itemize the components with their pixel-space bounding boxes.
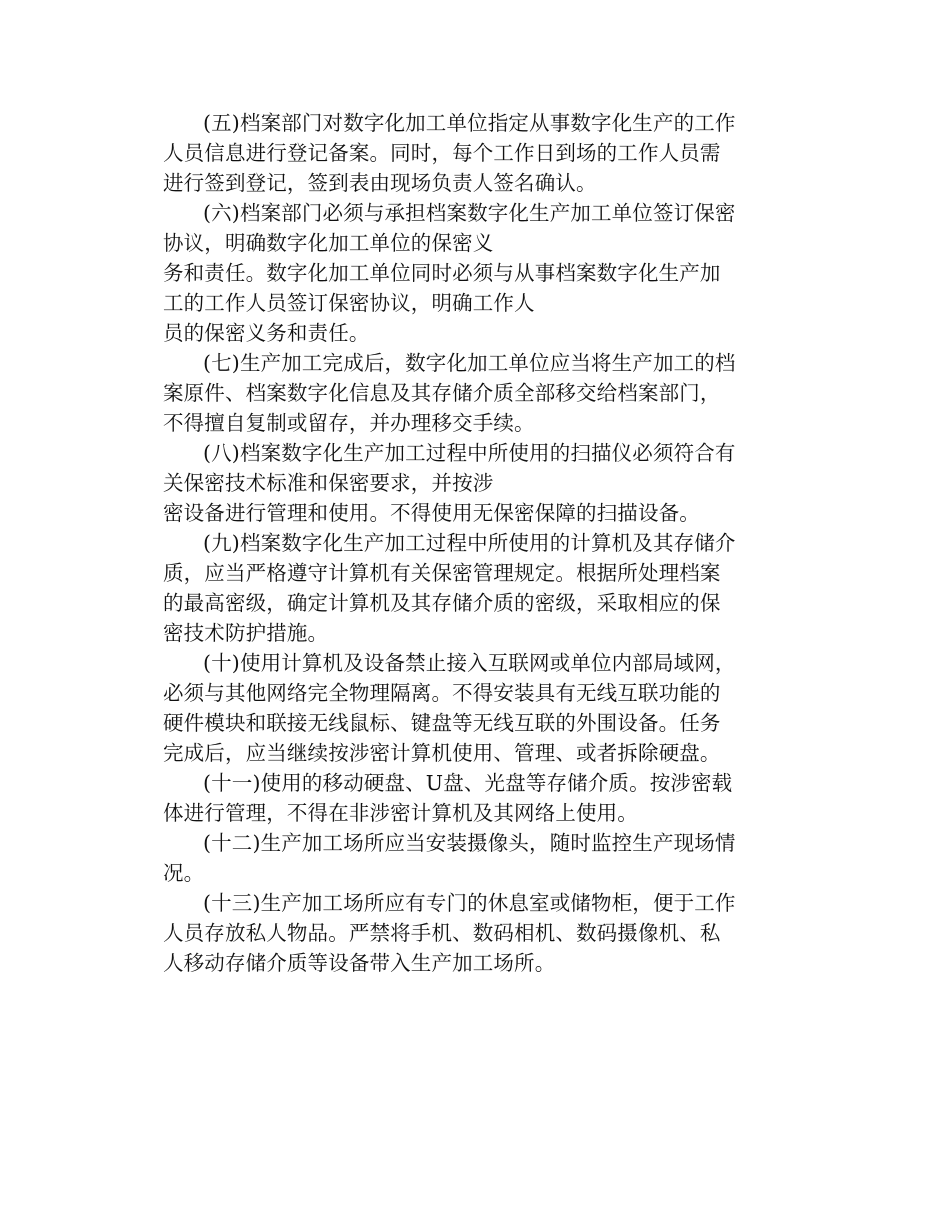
- text-line: (七)生产加工完成后，数字化加工单位应当将生产加工的档: [203, 351, 736, 375]
- text-line: (十一)使用的移动硬盘、U盘、光盘等存储介质。按涉密载: [203, 771, 733, 795]
- text-line: 况。: [163, 861, 205, 885]
- text-line: (九)档案数字化生产加工过程中所使用的计算机及其存储介: [203, 531, 736, 555]
- text-line: 质，应当严格遵守计算机有关保密管理规定。根据所处理档案: [163, 561, 721, 585]
- text-line: (十二)生产加工场所应当安装摄像头，随时监控生产现场情: [203, 831, 736, 855]
- document-body: [163, 108, 787, 978]
- text-line: 人员存放私人物品。严禁将手机、数码相机、数码摄像机、私: [163, 921, 721, 945]
- text-line: 人移动存储介质等设备带入生产加工场所。: [163, 951, 556, 975]
- text-line: 密设备进行管理和使用。不得使用无保密保障的扫描设备。: [163, 501, 700, 525]
- text-line: 员的保密义务和责任。: [163, 321, 370, 345]
- text-line: 人员信息进行登记备案。同时，每个工作日到场的工作人员需: [163, 141, 721, 165]
- text-line: (十三)生产加工场所应有专门的休息室或储物柜，便于工作: [203, 891, 736, 915]
- text-line: 案原件、档案数字化信息及其存储介质全部移交给档案部门，: [163, 381, 721, 405]
- text-line: (五)档案部门对数字化加工单位指定从事数字化生产的工作: [203, 111, 736, 135]
- text-line: 的最高密级，确定计算机及其存储介质的密级，采取相应的保: [163, 591, 721, 615]
- text-line: 完成后，应当继续按涉密计算机使用、管理、或者拆除硬盘。: [163, 741, 721, 765]
- text-line: 工的工作人员签订保密协议，明确工作人: [163, 291, 535, 315]
- text-line: (六)档案部门必须与承担档案数字化生产加工单位签订保密: [203, 201, 736, 225]
- text-line: 关保密技术标准和保密要求，并按涉: [163, 471, 494, 495]
- text-line: 务和责任。数字化加工单位同时必须与从事档案数字化生产加: [163, 261, 721, 285]
- text-line: 进行签到登记，签到表由现场负责人签名确认。: [163, 171, 597, 195]
- text-line: 密技术防护措施。: [163, 621, 329, 645]
- text-line: 体进行管理，不得在非涉密计算机及其网络上使用。: [163, 801, 638, 825]
- text-line: 不得擅自复制或留存，并办理移交手续。: [163, 411, 535, 435]
- text-line: 必须与其他网络完全物理隔离。不得安装具有无线互联功能的: [163, 681, 721, 705]
- text-line: (十)使用计算机及设备禁止接入互联网或单位内部局域网，: [203, 651, 736, 675]
- text-line: 硬件模块和联接无线鼠标、键盘等无线互联的外围设备。任务: [163, 711, 721, 735]
- text-line: 协议，明确数字化加工单位的保密义: [163, 231, 494, 255]
- text-line: (八)档案数字化生产加工过程中所使用的扫描仪必须符合有: [203, 441, 736, 465]
